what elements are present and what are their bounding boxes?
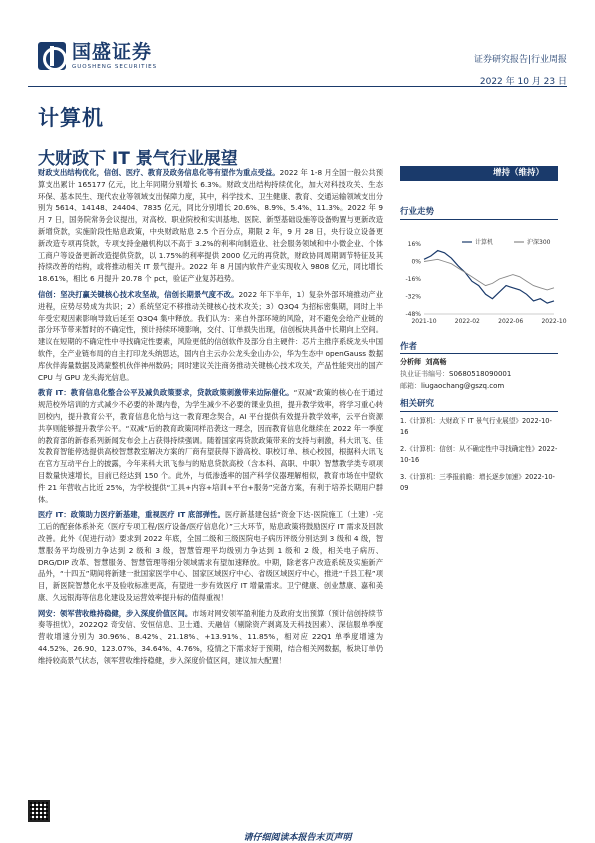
report-body	[38, 167, 383, 671]
x-tick-label: 2022-02	[454, 318, 480, 325]
report-date: 2022 年 10 月 23 日	[479, 77, 567, 87]
analyst-role: 分析师	[400, 358, 421, 366]
footer-disclaimer: 请仔细阅读本报告末页声明	[243, 833, 352, 843]
analyst-email[interactable]: liugaochang@gszq.com	[421, 382, 505, 390]
author-section-title: 作者	[400, 342, 418, 352]
section-divider	[400, 219, 558, 220]
company-logo	[38, 42, 157, 70]
rating-badge: 增持（维持）	[400, 166, 558, 181]
paragraph	[38, 608, 383, 667]
paragraph	[38, 387, 383, 505]
x-tick-label: 2022-06	[498, 318, 524, 325]
related-item[interactable]: 2.《计算机：信创：从不确定性中寻找确定性》2022-10-16	[400, 445, 558, 464]
email-label: 邮箱：	[400, 382, 421, 390]
paragraph-text: 市场对网安领军盈利能力及政府支出预算（预计信创持续节奏等担忧），2022Q2 奇安信、安恒信息、卫士通、天融信（剔除资产剥离及天科技因素）、深信服单季度营收增速分别为 30.96%、8.42%、21.18%、+13.91%、11.85%，相对应 22Q1 单季度增速为 44.52%、26.90、123.07%、34.64%、4.76%，疫情之下需求好于预期，结合相关网数据，板块订单仍维持较高景气状态，领军营收维持稳健，步入深度价值区间，建议加大配置！	[38, 608, 384, 665]
logo-name-cn: 国盛证券	[72, 41, 153, 63]
license-label: 执业证书编号：	[400, 370, 449, 378]
legend-label: 计算机	[475, 239, 494, 246]
x-tick-label: 2022-10	[541, 318, 567, 325]
y-tick-label: -32%	[405, 293, 421, 301]
paragraph	[38, 167, 383, 285]
section-divider	[400, 411, 558, 412]
y-tick-label: 16%	[407, 241, 421, 248]
related-list	[400, 416, 558, 500]
report-title: 大财政下 IT 景气行业展望	[38, 149, 238, 169]
paragraph	[38, 289, 383, 383]
logo-mark-icon	[38, 42, 66, 70]
paragraph-text: 2022 年下半年，1）复杂外部环境推动产业进程，应势尽势成为共识；2）系统坚定不移推动关键核心技术攻关；3）Q3Q4 为招标密集期，同时上半年受宏观因素影响导致后延至 Q3Q4 集中释放。我们认为：来自外部环境的风险，对不避免会给产业链的部分环节带来暂时的不确定性，预计持续环境影响，交付、订单损失出现，信创板块具备中长期向上空间。建议在短期的不确定性中寻找确定性要素，风险更低的信创软件及部分自主硬件：芯片主推序系统龙头中国软件，全产业链布局的自主打印龙头纳思达，国内自主云办公龙头金山办公，华为生态中 openGauss 数据库伙伴海量数据及鸿蒙整机伙伴神州数码；同时建议关注商务推动关键核心技术攻关，产品性能突出的国产 CPU 与 GPU 龙头海光信息。	[38, 289, 384, 382]
related-section-title: 相关研究	[400, 399, 435, 409]
logo-name-en: GUOSHENG SECURITIES	[72, 64, 158, 70]
analyst-name: 刘高畅	[425, 358, 447, 366]
qr-code	[28, 800, 50, 834]
analyst-info	[400, 356, 558, 392]
legend-label: 沪深300	[527, 239, 551, 246]
trend-chart-svg	[400, 236, 567, 332]
paragraph-text: 2022 年 1-8 月全国一般公共预算支出累计 165177 亿元，比上年同期分别增长 6.3%。财政支出结构持续优化，加大对科技攻关、生态环保、基本民生、现代农业等领域支出保障力度，其中，科学技术、卫生健康、教育、交通运输领域支出分别为 5614、14148、24404、7835 亿元，同比分别增长 20.6%、8.9%、5.4%、11.3%。2022 年 9 月 7 日，国务院常务会议提出，对高校、职业院校和实训基地、医院、新型基础设施等设备购置与更新改造新增贷款，实施阶段性贴息政策，中央财政贴息 2.5 个百分点，期限 2 年，9 月 28 日，央行设立设备更新改造专项再贷款，专项支持金融机构以不高于 3.2%的利率向制造业、社会服务领域和中小微企业、个体工商户等设备更新改造提供贷款，以 1.75%的利率提供 2000 亿元的再贷款，财政协同周期调节特征及其持续改善的结构，或将推动相关 IT 景气提升。2022 年 8 月国内软件产业实现收入 9808 亿元，同比增长 18.61%，相比 6 月提升 20.78 个 pct，验证产业复苏趋势。	[38, 168, 383, 284]
paragraph-text: 医疗新基建包括“资金下达-医院施工（土建）-完工后的配套体系补充（医疗专项工程/医疗设备/医疗信息化）”三大环节，贴息政策将鼓励医疗 IT 需求及回款改善。此外《促进行动》要求到 2022 年底，全国二级和三级医院电子病历评级分别达到 3 级和 4 级，智慧服务平均级别力争达到 2 级和 3 级，智慧管理平均级别力争达到 1 级和 2 级，相关电子病历、DRG/DIP 改革、智慧服务、智慧管理等细分领域需求有望加速释放。中期，除老客户改造系统及实施新产品外，“十四五”期间将新建一批国家医学中心、国家区域医疗中心、省级区域医疗中心，推进“千县工程”项目，新医院智慧化水平及验收标准更高，有望进一步有效医疗 IT 增量需求。卫宁健康、创业慧康、嘉和美康、久远银海等信息化建设及运营效率提升标的值得重视！	[38, 510, 383, 602]
paragraph	[38, 509, 383, 603]
series-line-0	[424, 251, 554, 304]
qr-code-icon	[28, 800, 50, 822]
paragraph-lead: 医疗 IT：政策助力医疗新基建，重视医疗 IT 底部弹性。	[38, 510, 226, 520]
paragraph-lead: 教育 IT：教育信息化整合公平及减负政策要求，贷款政策刺激带来边际催化。	[38, 388, 294, 398]
paragraph-lead: 信创：坚决打赢关键核心技术攻坚战，信创长期景气度不改。	[38, 289, 239, 299]
paragraph-text: “双减”政策的核心在于通过规范校外培训的方式减少不必要的补课内卷，为学生减少不必要的课业负担，提升教学效率，将学习重心转回校内，提升教育公平，教育信息化恰与这一教育理念契合，AI 平台提供有效提升教学效率，云平台资源共享则能够提升教学公平。“双减”后的教育政策同样沿袭这一理念，因而教育信息化继续在 2022 年一季度的教育部的新春系列新闻发布会上占获得持续强调。随着国家再贷款政策带来的支持与刺激，科大讯飞、佳发教育智能停选提供高校智慧教室解决方案的厂商有望获得下游高校、职校订单、核心校园，根据科大讯飞在官方互动平台上的披露，今年来科大讯飞参与的贴息贷款高校（含本科、高职、中职）智慧教学类专项项目数量快速增长，目前已经达到 150 个。此外，与低渗透率的国产科学仪器理解相似，教育市场在中望软件 21 年营收占比近 25%，为学校提供“工具+内容+培训+平台+服务”完备方案，有利于培养长期用户群体。	[38, 388, 384, 504]
report-header	[474, 52, 567, 87]
paragraph-lead: 财政支出结构优化，信创、医疗、教育及政务信息化等有望作为重点受益。	[38, 168, 280, 177]
paragraph-lead: 网安：领军营收维持稳健，步入深度价值区间。	[38, 608, 193, 618]
industry-name: 计算机	[38, 106, 104, 130]
y-tick-label: 0%	[411, 258, 421, 266]
series-line-1	[424, 259, 554, 290]
y-tick-label: -48%	[405, 311, 421, 318]
license-number: S0680518090001	[449, 370, 512, 378]
related-item[interactable]: 3.《计算机：三季报前瞻：增长逐步加速》2022-10-09	[400, 473, 555, 492]
section-divider	[400, 353, 558, 354]
y-tick-label: -16%	[405, 276, 421, 283]
industry-trend-chart	[400, 236, 567, 332]
related-item[interactable]: 1.《计算机：大财政下 IT 景气行业展望》2022-10-16	[400, 417, 552, 436]
header-divider	[28, 86, 567, 87]
trend-section-title: 行业走势	[400, 207, 435, 217]
report-type: 证券研究报告|行业周报	[473, 55, 567, 65]
x-tick-label: 2021-10	[411, 318, 437, 325]
